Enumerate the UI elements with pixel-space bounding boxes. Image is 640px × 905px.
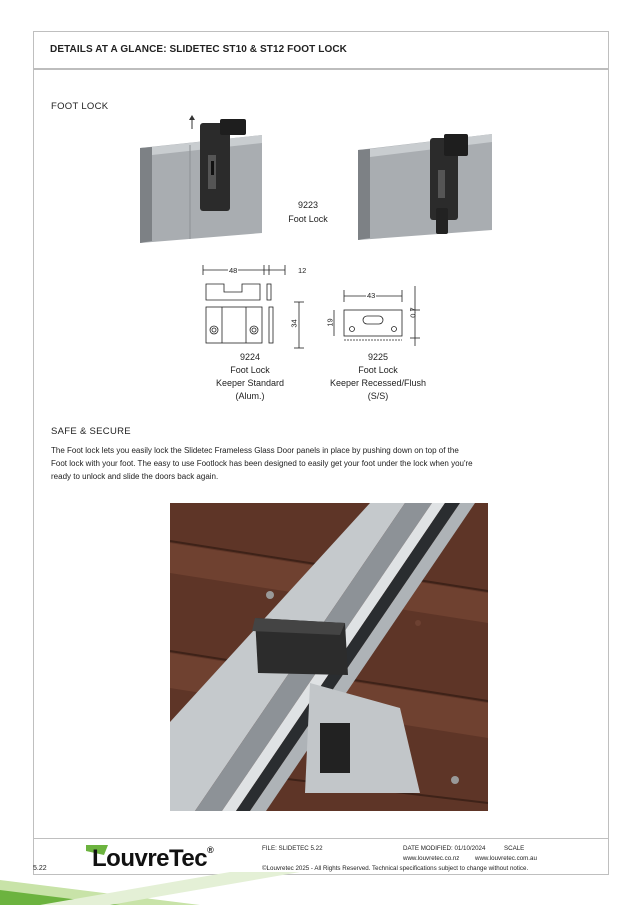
brand-band: [0, 872, 640, 905]
keeper-standard-caption: [190, 351, 310, 403]
foot-lock-name: Foot Lock: [288, 214, 328, 224]
brand-logo: [92, 845, 213, 873]
keeper-recessed-line3: (S/S): [367, 391, 389, 401]
safe-secure-heading: SAFE & SECURE: [51, 426, 131, 437]
dim-0-7: 0.7: [408, 307, 418, 318]
foot-lock-heading: FOOT LOCK: [51, 101, 109, 112]
logo-registered-mark: ®: [207, 845, 214, 855]
date-modified: DATE MODIFIED: 01/10/2024: [403, 845, 486, 852]
footer-divider: [33, 838, 609, 839]
foot-lock-code: 9223: [297, 200, 319, 210]
keeper-standard-line2: Keeper Standard: [215, 378, 285, 388]
keeper-standard-line1: Foot Lock: [230, 365, 270, 375]
logo-wordmark: LouvreTec: [92, 845, 208, 872]
website-nz-link[interactable]: www.louvretec.co.nz: [403, 855, 460, 862]
safe-secure-paragraph: [51, 444, 551, 483]
keeper-recessed-line2: Keeper Recessed/Flush: [329, 378, 427, 388]
page-number: 5.22: [33, 865, 47, 872]
dim-34: 34: [289, 319, 299, 328]
header-divider: [33, 68, 609, 70]
website-au-link[interactable]: www.louvretec.com.au: [475, 855, 537, 862]
dim-12: 12: [298, 266, 307, 275]
keeper-standard-code: 9224: [239, 352, 261, 362]
keeper-recessed-caption: [318, 351, 438, 403]
page-title: DETAILS AT A GLANCE: SLIDETEC ST10 & ST12 FOOT LOCK: [50, 44, 347, 55]
keeper-standard-line3: (Alum.): [235, 391, 265, 401]
keeper-recessed-line1: Foot Lock: [358, 365, 398, 375]
keeper-standard-drawing: [196, 262, 316, 354]
keeper-recessed-code: 9225: [367, 352, 389, 362]
paragraph-line: The Foot lock lets you easily lock the Slidetec Frameless Glass Door panels in place by pushing down on top of the: [51, 446, 459, 455]
dim-48: 48: [229, 266, 238, 275]
foot-lock-locked-image: [352, 120, 502, 245]
dim-19: 19: [325, 318, 335, 327]
copyright: ©Louvretec 2025 - All Rights Reserved. Technical specifications subject to change without notice.: [262, 865, 529, 872]
foot-lock-raised-image: [132, 115, 272, 245]
paragraph-line: Foot lock with your foot. The easy to use Footlock has been designed to easily get your foot under the lock when you're: [51, 459, 473, 468]
scale-label: SCALE: [504, 845, 525, 852]
file-label: FILE: SLIDETEC 5.22: [262, 845, 323, 852]
foot-lock-installed-photo: [170, 503, 488, 811]
paragraph-line: ready to unlock and slide the doors back again.: [51, 472, 219, 481]
dim-43: 43: [367, 291, 376, 300]
